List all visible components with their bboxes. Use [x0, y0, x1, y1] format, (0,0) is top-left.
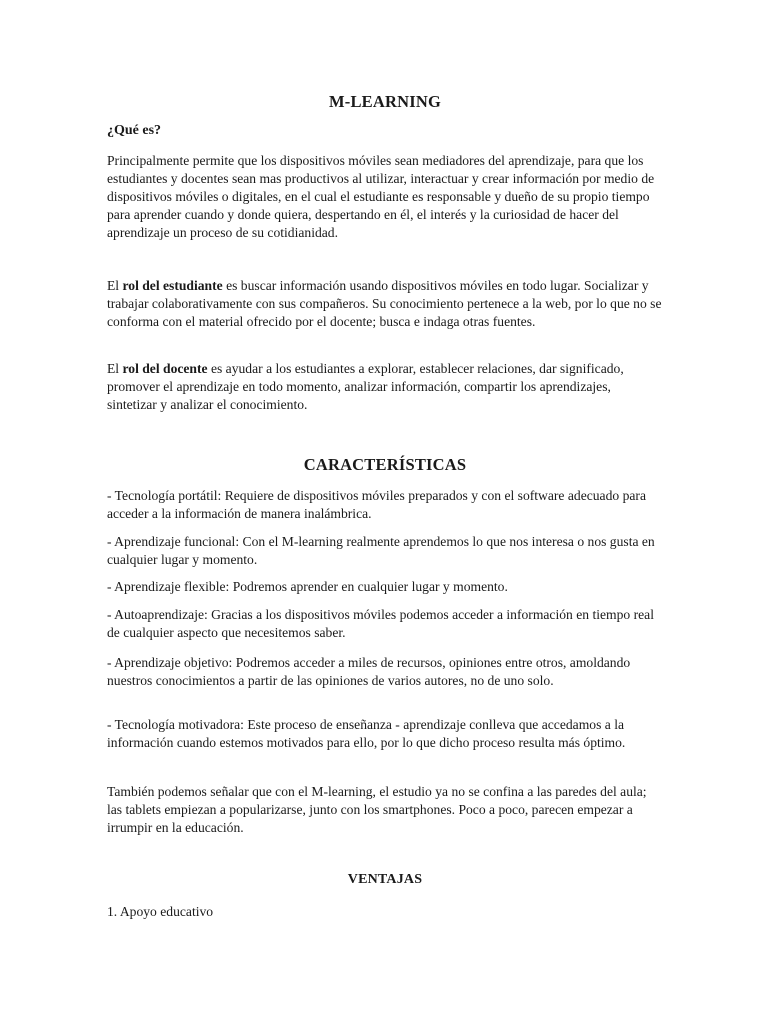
characteristic-item: - Tecnología motivadora: Este proceso de enseñanza - aprendizaje conlleva que accedamos a la información cuando estemos motivados para ello, por lo que dicho proceso resulta más óptimo.: [107, 717, 626, 750]
intro-paragraph: Principalmente permite que los dispositivos móviles sean mediadores del aprendizaje, para que los estudiantes y docentes sean mas productivos al utilizar, interactuar y crear información por medio de dispositivos móviles o digitales, en el cual el estudiante es responsable y dueño de su propio tiempo para aprender cuando y donde quiera, despertando en él, el interés y la curiosidad de hacer del aprendizaje un proceso de su cotidianidad.: [107, 153, 655, 240]
advantage-item: 1. Apoyo educativo: [107, 904, 214, 919]
characteristic-item: - Tecnología portátil: Requiere de dispositivos móviles preparados y con el software adecuado para acceder a la información de manera inalámbrica.: [107, 488, 646, 521]
characteristic-item: - Aprendizaje flexible: Podremos aprender en cualquier lugar y momento.: [107, 579, 508, 594]
student-role-text: es buscar información usando dispositivos móviles en todo lugar. Socializar y trabajar colaborativamente con sus compañeros. Su conocimiento pertenece a la web, por lo que no se conforma con el material ofrecido por el docente; busca e indaga otras fuentes.: [107, 278, 662, 329]
page-title: M-LEARNING: [329, 92, 441, 111]
characteristic-item: - Aprendizaje funcional: Con el M-learning realmente aprendemos lo que nos interesa o nos gusta en cualquier lugar y momento.: [107, 534, 655, 567]
teacher-role-bold: rol del docente: [122, 361, 208, 376]
teacher-role-paragraph: [107, 360, 663, 414]
teacher-role-prefix: El: [107, 361, 123, 376]
student-role-prefix: El: [107, 278, 123, 293]
student-role-paragraph: [107, 277, 663, 331]
student-role-bold: rol del estudiante: [122, 278, 223, 293]
teacher-role-text: es ayudar a los estudiantes a explorar, establecer relaciones, dar significado, promover el aprendizaje en todo momento, analizar información, compartir los aprendizajes, sintetizar y analizar el conocimiento.: [107, 361, 624, 412]
characteristics-heading: CARACTERÍSTICAS: [303, 455, 467, 474]
characteristic-item: - Aprendizaje objetivo: Podremos acceder a miles de recursos, opiniones entre otros, amoldando nuestros conocimientos a partir de las opiniones de varios autores, no de uno solo.: [107, 655, 631, 688]
characteristic-item: - Autoaprendizaje: Gracias a los dispositivos móviles podemos acceder a información en tiempo real de cualquier aspecto que necesitemos saber.: [107, 607, 654, 640]
section-subtitle: ¿Qué es?: [107, 123, 162, 138]
closing-paragraph: También podemos señalar que con el M-learning, el estudio ya no se confina a las paredes del aula; las tablets empiezan a popularizarse, junto con los smartphones. Poco a poco, parecen empezar a irrumpir en la educación.: [107, 784, 647, 835]
advantages-heading: VENTAJAS: [347, 872, 423, 887]
